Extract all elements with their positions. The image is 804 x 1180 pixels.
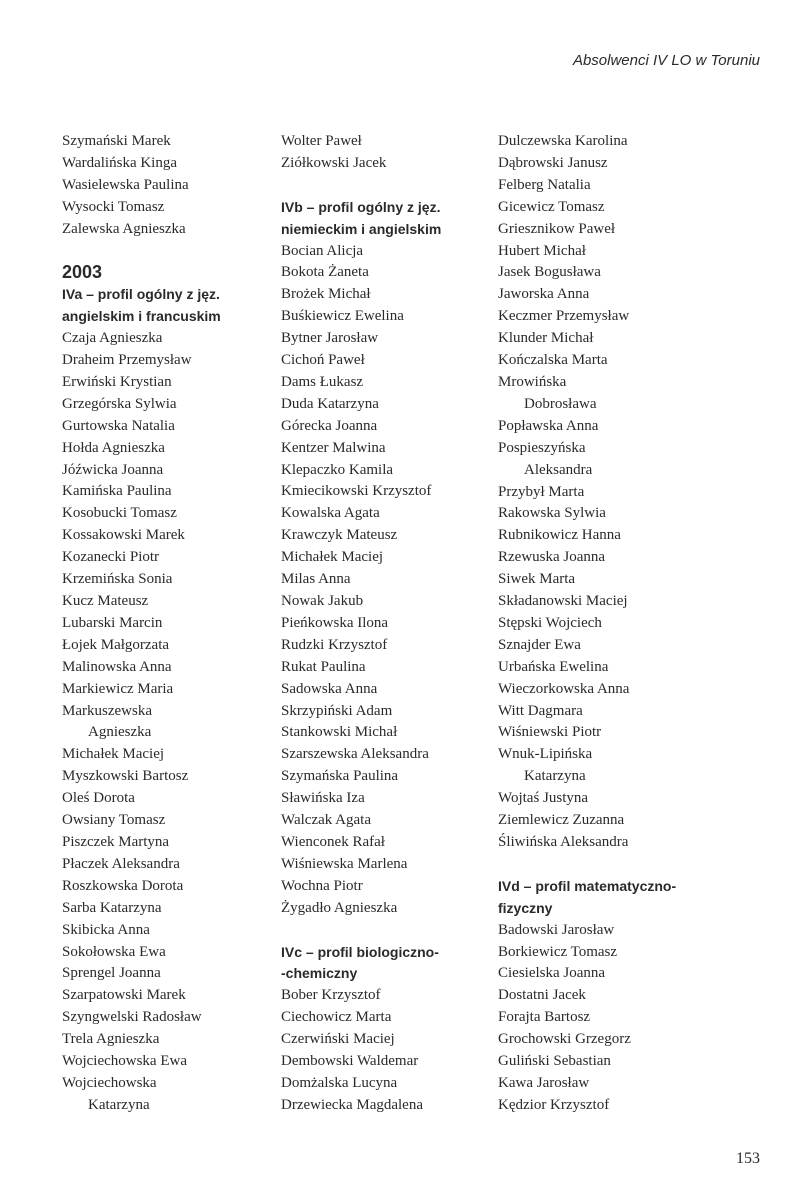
student-name: Rzewuska Joanna [498, 549, 606, 566]
student-name: Wienconek Rafał [281, 833, 385, 850]
student-name: Zalewska Agnieszka [62, 220, 186, 237]
spacer [498, 854, 738, 876]
student-name: Kozanecki Piotr [62, 549, 160, 566]
student-name: Wochna Piotr [281, 877, 363, 894]
student-name: Kędzior Krzysztof [498, 1096, 610, 1113]
name-continuation: Katarzyna [524, 768, 586, 785]
student-name: Czerwiński Maciej [281, 1031, 395, 1048]
student-name: Rudzki Krzysztof [281, 636, 388, 653]
student-name: Dostatni Jacek [498, 987, 586, 1004]
student-name: Domżalska Lucyna [281, 1074, 398, 1091]
student-name: Siwek Marta [498, 571, 576, 588]
student-name: Składanowski Maciej [498, 593, 628, 610]
student-name: Szarszewska Aleksandra [281, 746, 429, 763]
student-name: Rakowska Sylwia [498, 505, 606, 522]
student-name: Jaworska Anna [498, 286, 590, 303]
class-heading: niemieckim i angielskim [281, 220, 442, 237]
student-name: Draheim Przemysław [62, 352, 192, 369]
student-name: Górecka Joanna [281, 417, 378, 434]
student-name: Wysocki Tomasz [62, 198, 165, 215]
student-name: Ciechowicz Marta [281, 1009, 392, 1026]
student-name: Krzemińska Sonia [62, 571, 173, 588]
name-continuation: Dobrosława [524, 395, 597, 412]
student-name: Śliwińska Aleksandra [498, 834, 629, 850]
class-heading: -chemiczny [281, 965, 358, 982]
student-name: Gurtowska Natalia [62, 417, 175, 434]
student-name: Wiśniewska Marlena [281, 855, 408, 872]
student-name: Żygadło Agnieszka [281, 899, 398, 916]
student-name: Ziemlewicz Zuzanna [498, 812, 625, 829]
student-name: Skrzypiński Adam [281, 702, 393, 719]
student-name: Klepaczko Kamila [281, 461, 394, 478]
student-name: Pieńkowska Ilona [281, 614, 389, 631]
student-name: Kończalska Marta [498, 352, 608, 369]
class-heading: fizyczny [498, 899, 553, 916]
student-name: Michałek Maciej [62, 746, 165, 763]
student-name: Sarba Katarzyna [62, 899, 162, 916]
student-name: Milas Anna [281, 571, 351, 588]
student-name: Wardalińska Kinga [62, 154, 178, 171]
student-name: Stępski Wojciech [498, 614, 602, 631]
student-name: Cichoń Paweł [281, 352, 365, 369]
student-name: Drzewiecka Magdalena [281, 1096, 424, 1113]
class-heading: IVa – profil ogólny z jęz. [62, 286, 220, 303]
student-name: Bokota Żaneta [281, 264, 369, 281]
class-heading: IVc – profil biologiczno- [281, 943, 439, 960]
student-name: Dembowski Waldemar [281, 1053, 419, 1070]
student-name: Wojtaś Justyna [498, 790, 589, 807]
student-name: Bocian Alicja [281, 242, 364, 259]
student-name: Szyngwelski Radosław [62, 1009, 202, 1026]
student-name: Guliński Sebastian [498, 1053, 611, 1070]
student-name: Dams Łukasz [281, 373, 364, 390]
student-name: Wojciechowska Ewa [62, 1053, 187, 1070]
column-3 [498, 131, 738, 1117]
name-continuation: Aleksandra [524, 461, 593, 478]
student-name: Lubarski Marcin [62, 614, 163, 631]
student-name: Wolter Paweł [281, 133, 362, 149]
student-name: Grzegórska Sylwia [62, 395, 177, 412]
student-name: Sprengel Joanna [62, 965, 161, 982]
student-name: Piszczek Martyna [62, 833, 170, 850]
student-name: Rukat Paulina [281, 658, 366, 675]
student-name: Walczak Agata [281, 812, 371, 829]
student-name: Myszkowski Bartosz [62, 768, 189, 785]
student-name: Borkiewicz Tomasz [498, 943, 618, 960]
student-name: Kosobucki Tomasz [62, 505, 177, 522]
student-name: Badowski Jarosław [498, 921, 615, 938]
student-name: Malinowska Anna [62, 658, 172, 675]
student-name: Kowalska Agata [281, 505, 380, 522]
class-heading: IVd – profil matematyczno- [498, 877, 677, 894]
student-name: Łojek Małgorzata [62, 636, 170, 653]
student-name: Forajta Bartosz [498, 1009, 591, 1026]
student-name: Gicewicz Tomasz [498, 198, 605, 215]
student-name: Czaja Agnieszka [62, 330, 163, 347]
student-name: Griesznikow Paweł [498, 220, 616, 237]
column-1 [62, 131, 272, 1117]
student-name: Szarpatowski Marek [62, 987, 186, 1004]
running-head: Absolwenci IV LO w Toruniu [572, 52, 760, 69]
name-continuation: Agnieszka [88, 724, 152, 741]
class-heading: IVb – profil ogólny z jęz. [281, 198, 441, 215]
student-name: Buśkiewicz Ewelina [281, 308, 404, 325]
student-name: Grochowski Grzegorz [498, 1031, 631, 1048]
spacer [62, 241, 272, 263]
student-name: Michałek Maciej [281, 549, 384, 566]
spacer [281, 175, 491, 197]
student-name: Kentzer Malwina [281, 439, 386, 456]
student-name: Trela Agnieszka [62, 1031, 160, 1048]
name-continuation: Katarzyna [88, 1096, 150, 1113]
student-name: Oleś Dorota [62, 790, 135, 807]
student-name: Popławska Anna [498, 417, 599, 434]
student-name: Przybył Marta [498, 483, 585, 500]
student-name: Kmiecikowski Krzysztof [281, 483, 432, 500]
student-name: Szymańska Paulina [281, 768, 399, 785]
student-name: Skibicka Anna [62, 921, 150, 938]
student-name: Kawa Jarosław [498, 1074, 590, 1091]
student-name: Wieczorkowska Anna [498, 680, 630, 697]
student-name: Ziółkowski Jacek [281, 154, 387, 171]
student-name: Wasielewska Paulina [62, 176, 189, 193]
student-name: Dąbrowski Janusz [498, 154, 608, 171]
student-name: Owsiany Tomasz [62, 812, 166, 829]
student-name: Nowak Jakub [281, 593, 364, 610]
student-name: Felberg Natalia [498, 176, 591, 193]
student-name: Stankowski Michał [281, 724, 398, 741]
student-name: Jasek Bogusława [498, 264, 601, 281]
student-name: Bober Krzysztof [281, 987, 381, 1004]
student-name: Mrowińska [498, 373, 567, 390]
student-name: Duda Katarzyna [281, 395, 379, 412]
student-name: Witt Dagmara [498, 702, 583, 719]
student-name: Sznajder Ewa [498, 636, 581, 653]
student-name: Rubnikowicz Hanna [498, 527, 621, 544]
student-name: Hołda Agnieszka [62, 439, 165, 456]
student-name: Hubert Michał [498, 242, 586, 259]
student-name: Krawczyk Mateusz [281, 527, 398, 544]
student-name: Roszkowska Dorota [62, 877, 184, 894]
student-name: Keczmer Przemysław [498, 308, 630, 325]
student-name: Markuszewska [62, 702, 152, 719]
student-name: Bytner Jarosław [281, 330, 379, 347]
student-name: Klunder Michał [498, 330, 594, 347]
student-name: Erwiński Krystian [62, 373, 172, 390]
student-name: Markiewicz Maria [62, 680, 174, 697]
student-name: Kucz Mateusz [62, 593, 149, 610]
student-name: Sławińska Iza [281, 790, 365, 807]
student-name: Wnuk-Lipińska [498, 746, 593, 763]
student-name: Dulczewska Karolina [498, 133, 628, 149]
page-number: 153 [736, 1150, 760, 1167]
student-name: Kamińska Paulina [62, 483, 172, 500]
student-name: Kossakowski Marek [62, 527, 185, 544]
student-name: Pospieszyńska [498, 439, 586, 456]
student-name: Szymański Marek [62, 133, 171, 149]
student-name: Wojciechowska [62, 1074, 157, 1091]
year-heading: 2003 [62, 262, 103, 283]
student-name: Urbańska Ewelina [498, 658, 609, 675]
student-name: Brożek Michał [281, 286, 371, 303]
class-heading: angielskim i francuskim [62, 308, 221, 325]
student-name: Sadowska Anna [281, 680, 378, 697]
student-name: Jóźwicka Joanna [62, 461, 164, 478]
student-name: Płaczek Aleksandra [62, 855, 180, 872]
student-name: Ciesielska Joanna [498, 965, 606, 982]
spacer [281, 920, 491, 942]
student-name: Wiśniewski Piotr [498, 724, 602, 741]
student-name: Sokołowska Ewa [62, 943, 166, 960]
column-2 [281, 131, 491, 1117]
